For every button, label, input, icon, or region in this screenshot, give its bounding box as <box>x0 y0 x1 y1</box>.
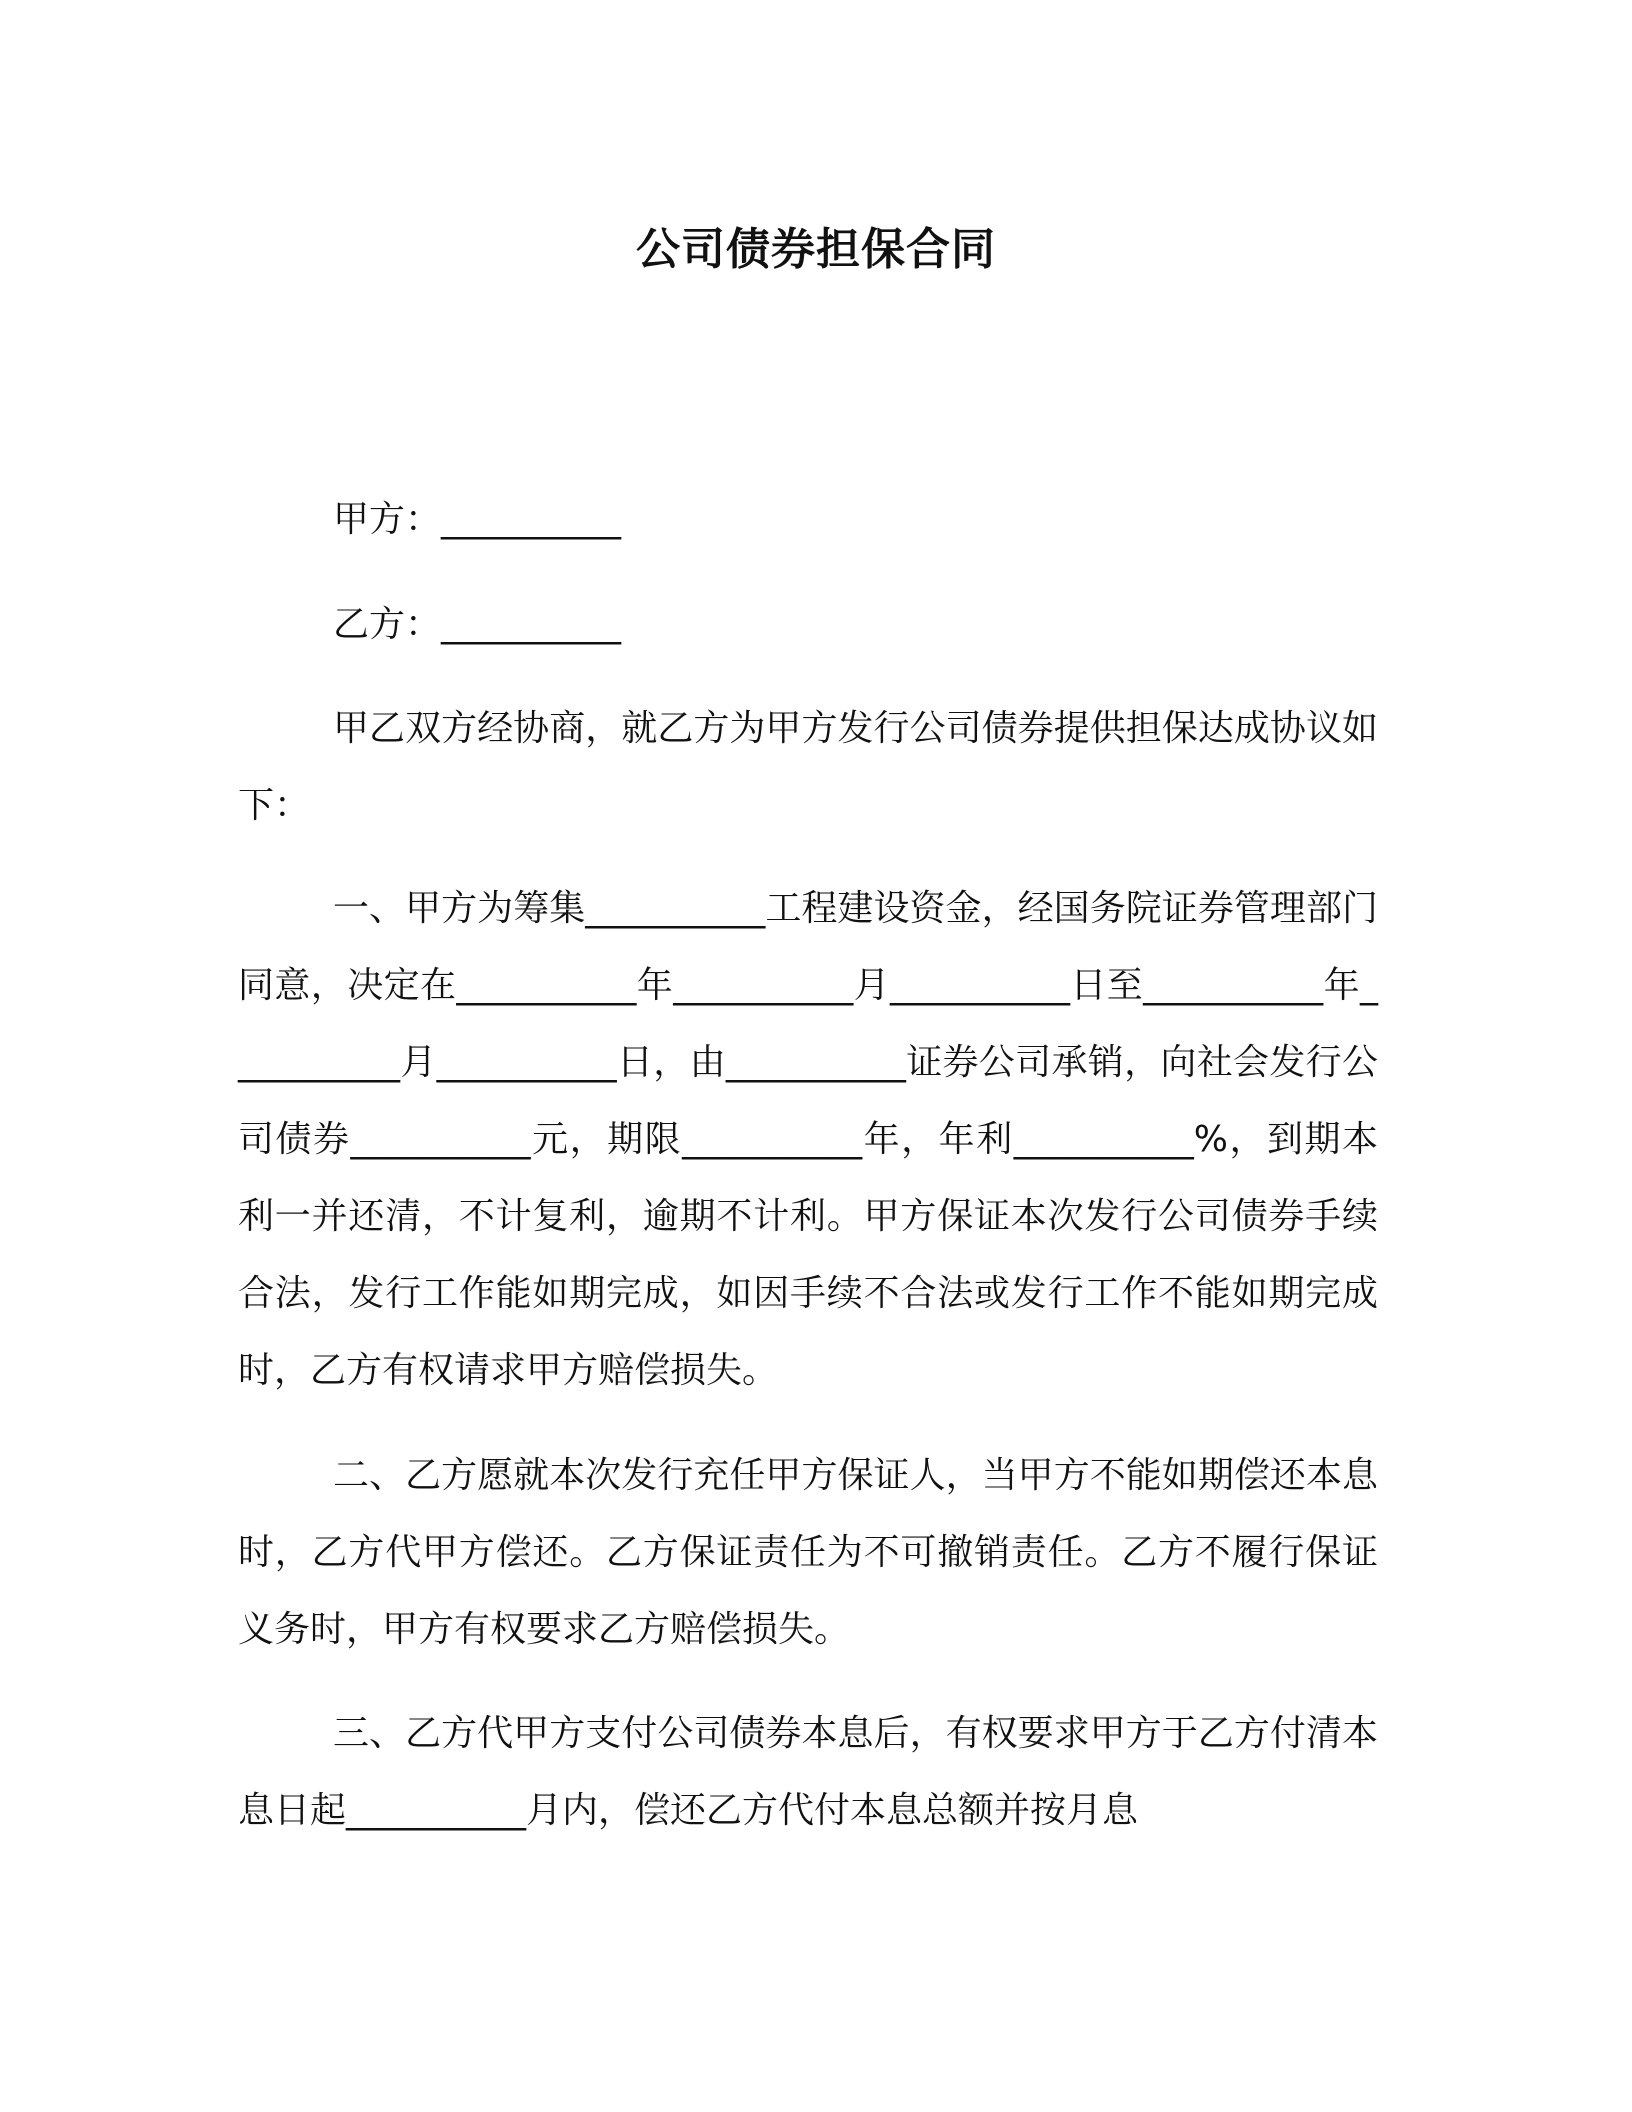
party-b-line: 乙方：__________ <box>333 604 622 645</box>
clause-three-paragraph: 三、乙方代甲方支付公司债券本息后，有权要求甲方于乙方付清本息日起__________月内，偿还乙方代付本息总额并按月息 <box>238 1713 1378 1831</box>
intro-paragraph: 甲乙双方经协商，就乙方为甲方发行公司债券提供担保达成协议如下： <box>238 708 1378 826</box>
clause-two-paragraph: 二、乙方愿就本次发行充任甲方保证人，当甲方不能如期偿还本息时，乙方代甲方偿还。乙方保证责任为不可撤销责任。乙方不履行保证义务时，甲方有权要求乙方赔偿损失。 <box>238 1455 1378 1650</box>
party-a-line: 甲方：__________ <box>333 499 622 540</box>
document-title: 公司债券担保合同 <box>636 224 996 275</box>
clause-one-paragraph: 一、甲方为筹集__________工程建设资金，经国务院证券管理部门同意，决定在__________年__________月__________日至__________年__________月__________日，由__________证券公司承销，向社会发行公司债券__________元，期限__________年，年利__________%，到期本利一并还清，不计复利，逾期不计利。甲方保证本次发行公司债券手续合法，发行工作能如期完成，如因手续不合法或发行工作不能如期完成时，乙方有权请求甲方赔偿损失。 <box>238 888 1378 1391</box>
